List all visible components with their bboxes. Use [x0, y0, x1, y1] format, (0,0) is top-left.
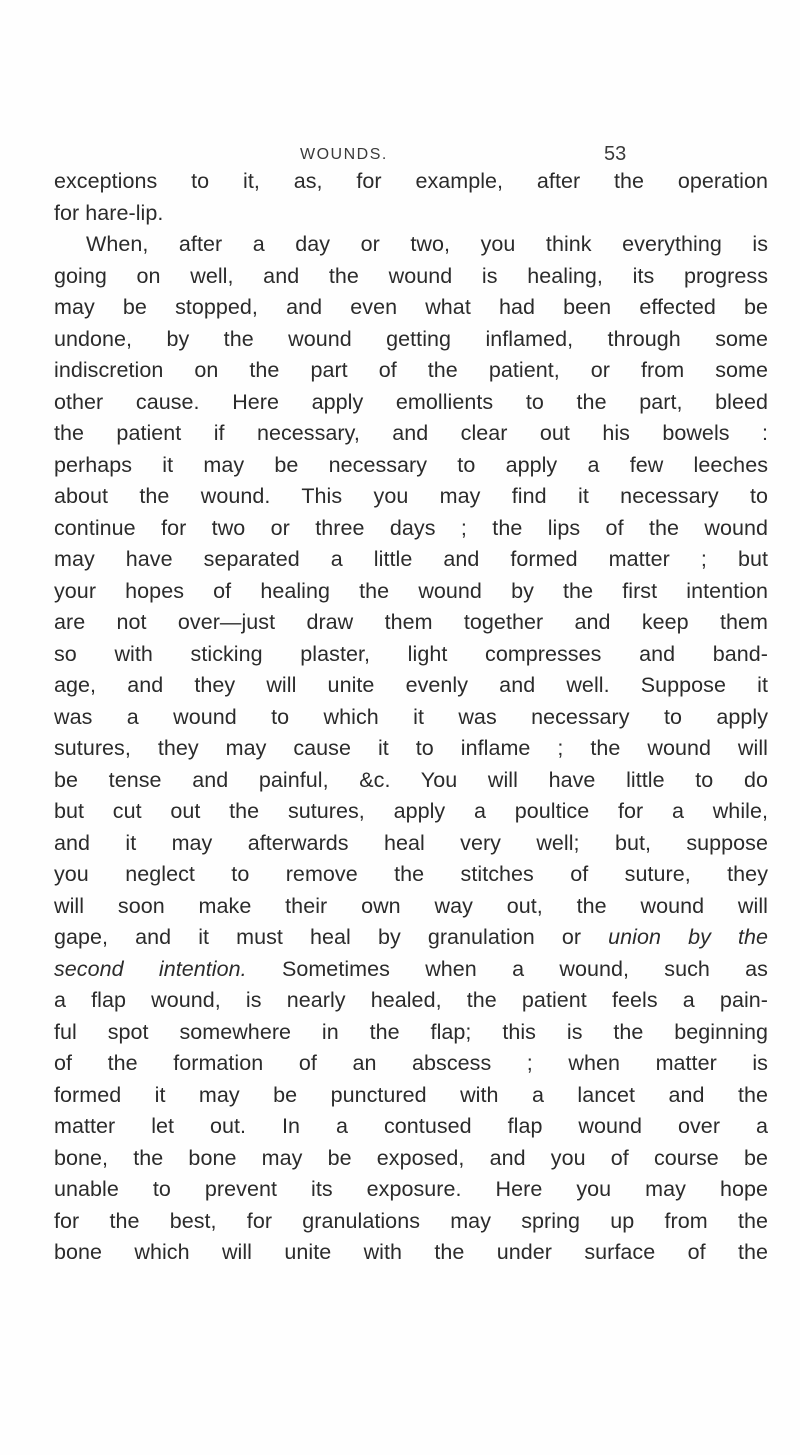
text-line: will soon make their own way out, the wound will — [54, 893, 768, 918]
text-segment: Sometimes when a wound, such as — [281, 956, 768, 981]
text-line: formed it may be punctured with a lancet and the — [54, 1082, 768, 1107]
text-line: sutures, they may cause it to inflame ; the wound will — [54, 736, 768, 760]
text-line: of the formation of an abscess ; when matter is — [54, 1051, 768, 1075]
running-title: WOUNDS. — [300, 146, 388, 163]
text-line: was a wound to which it was necessary to apply — [54, 704, 768, 729]
page-number: 53 — [604, 143, 627, 165]
text-line: be tense and painful, &c. You will have little to do — [54, 767, 768, 792]
running-header — [0, 114, 800, 165]
text-line: bone, the bone may be exposed, and you of course be — [54, 1145, 768, 1170]
text-line: are not over—just draw them together and keep them — [54, 610, 768, 634]
text-line: exceptions to it, as, for example, after the operation — [54, 169, 768, 193]
text-line: a flap wound, is nearly healed, the patient feels a pain- — [54, 988, 768, 1012]
text-line: you neglect to remove the stitches of suture, they — [54, 862, 768, 886]
text-line: may have separated a little and formed matter ; but — [54, 547, 768, 571]
text-line: indiscretion on the part of the patient, or from some — [54, 358, 768, 382]
italic-phrase: union by the — [608, 925, 768, 949]
text-line — [54, 954, 768, 986]
text-line: for hare-lip. — [54, 200, 164, 225]
text-line: age, and they will unite evenly and well. Suppose it — [54, 673, 768, 697]
text-line: for the best, for granulations may spring up from the — [54, 1208, 768, 1233]
text-line: unable to prevent its exposure. Here you may hope — [54, 1177, 768, 1201]
body-text — [54, 166, 768, 1269]
text-line: continue for two or three days ; the lips of the wound — [54, 515, 768, 540]
text-line: other cause. Here apply emollients to the part, bleed — [54, 389, 768, 414]
text-line: and it may afterwards heal very well; but, suppose — [54, 830, 768, 855]
text-line: bone which will unite with the under surface of the — [54, 1240, 768, 1264]
text-line: so with sticking plaster, light compresses and band- — [54, 641, 768, 666]
text-segment: gape, and it must heal by granulation or — [54, 925, 582, 949]
text-line: the patient if necessary, and clear out his bowels : — [54, 421, 768, 445]
text-line: perhaps it may be necessary to apply a few leeches — [54, 452, 768, 477]
text-line: may be stopped, and even what had been effected be — [54, 295, 768, 319]
text-line: matter let out. In a contused flap wound over a — [54, 1114, 768, 1138]
text-line: about the wound. This you may find it necessary to — [54, 484, 768, 508]
text-line: but cut out the sutures, apply a poultice for a while, — [54, 799, 768, 823]
text-line: your hopes of healing the wound by the first intention — [54, 578, 768, 603]
text-line: going on well, and the wound is healing, its progress — [54, 263, 768, 288]
italic-phrase: second intention. — [54, 956, 247, 981]
text-line — [54, 922, 768, 954]
text-line: undone, by the wound getting inflamed, through some — [54, 326, 768, 351]
text-line: ful spot somewhere in the flap; this is the beginning — [54, 1019, 768, 1044]
paragraph-start-line: When, after a day or two, you think everything is — [86, 232, 768, 256]
